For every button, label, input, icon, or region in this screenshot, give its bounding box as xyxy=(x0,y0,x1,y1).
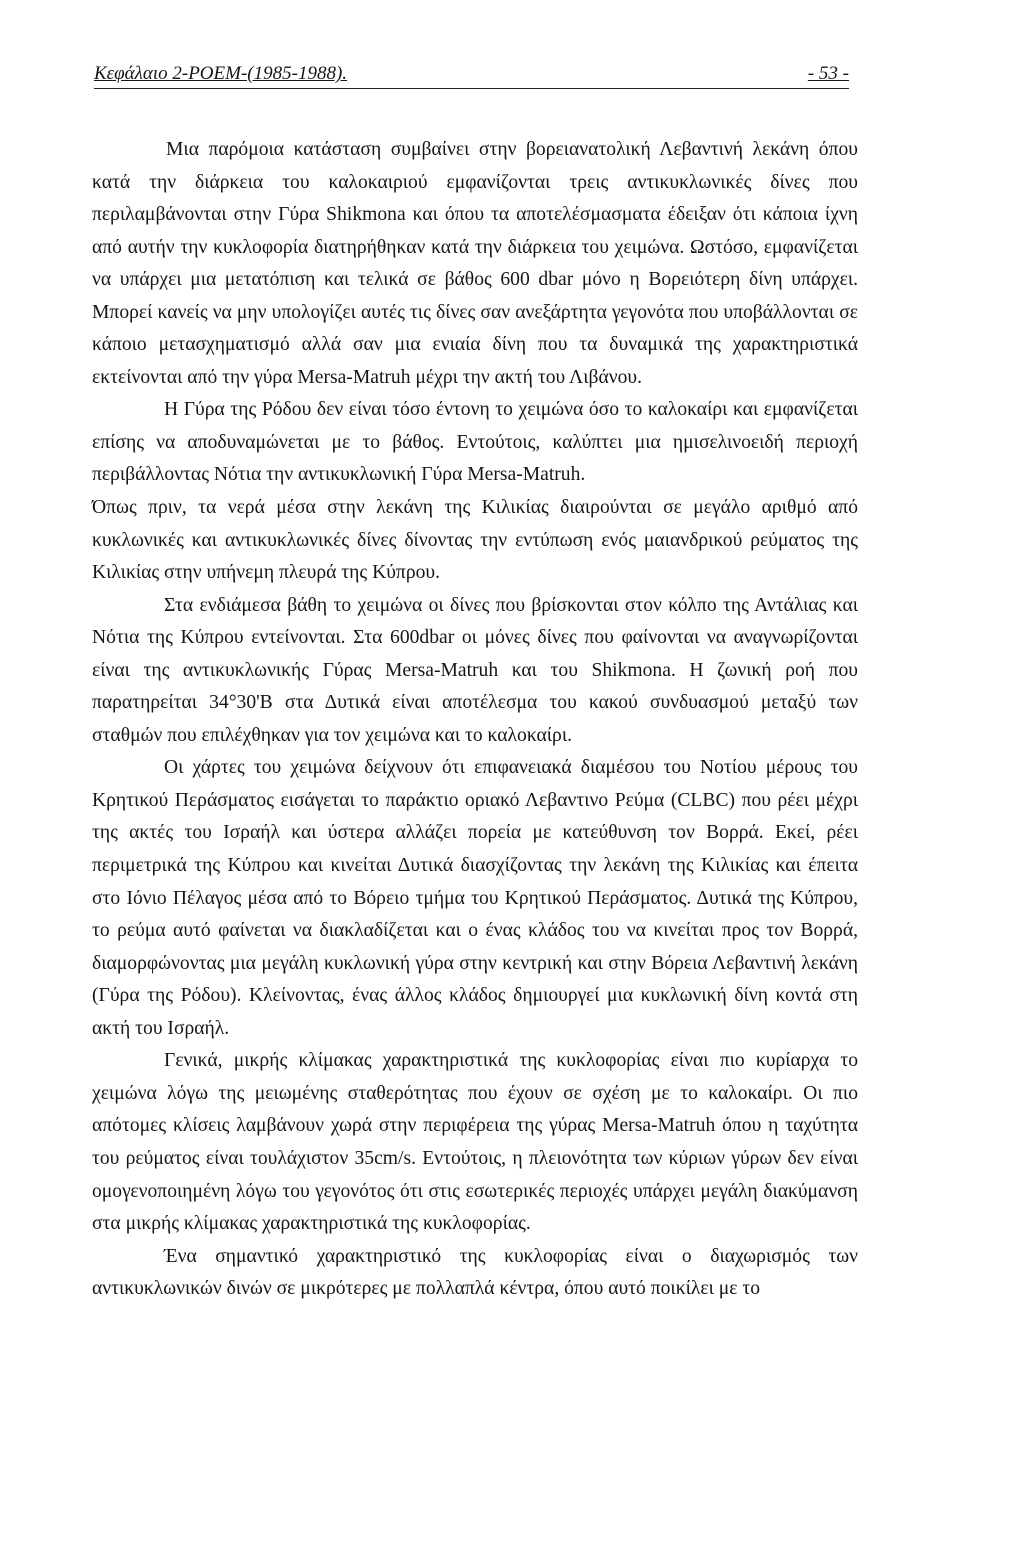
page-number: - 53 - xyxy=(807,63,849,84)
paragraph: Στα ενδιάμεσα βάθη το χειμώνα οι δίνες που βρίσκονται στον κόλπο της Αντάλιας και Νότια της Κύπρου εντείνονται. Στα 600dbar οι μόνες δίνες που φαίνονται να αναγνωρίζονται είναι της αντικυκλωνικής Γύρας Mersa-Matruh και του Shikmona. Η ζωνική ροή που παρατηρείται 34°30'Β στα Δυτικά είναι αποτέλεσμα του κακού συνδυασμού μεταξύ των σταθμών που επιλέχθηκαν για τον χειμώνα και το καλοκαίρι. xyxy=(92,594,858,746)
chapter-title: Κεφάλαιο 2-POEM-(1985-1988). xyxy=(94,63,348,84)
paragraph: Η Γύρα της Ρόδου δεν είναι τόσο έντονη το χειμώνα όσο το καλοκαίρι και εμφανίζεται επίσης να αποδυναμώνεται με το βάθος. Εντούτοις, καλύπτει μια ημισελινοειδή περιοχή περιβάλλοντας Νότια την αντικυκλωνική Γύρα Mersa-Matruh. xyxy=(92,399,858,486)
paragraph: Όπως πριν, τα νερά μέσα στην λεκάνη της Κιλικίας διαιρούνται σε μεγάλο αριθμό από κυκλωνικές και αντικυκλωνικές δίνες δίνοντας την εντύπωση ενός μαιανδρικού ρεύματος της Κιλικίας στην υπήνεμη πλευρά της Κύπρου. xyxy=(92,497,858,584)
paragraph: Μια παρόμοια κατάσταση συμβαίνει στην βορειανατολική Λεβαντινή λεκάνη όπου κατά την διάρκεια του καλοκαιριού εμφανίζονται τρεις αντικυκλωνικές δίνες που περιλαμβάνονται στην Γύρα Shikmona και όπου τα αποτελέσμασματα έδειξαν ότι κάποια ίχνη από αυτήν την κυκλοφορία διατηρήθηκαν κατά την διάρκεια του χειμώνα. Ωστόσο, εμφανίζεται να υπάρχει μια μετατόπιση και τελικά σε βάθος 600 dbar μόνο η Βορειότερη δίνη υπάρχει. Μπορεί κανείς να μην υπολογίζει αυτές τις δίνες σαν ανεξάρτητα γεγονότα που υποβάλλονται σε κάποιο μετασχηματισμό αλλά σαν μια ενιαία δίνη που τα δυναμικά της χαρακτηριστικά εκτείνονται από την γύρα Mersa-Matruh μέχρι την ακτή του Λιβάνου. xyxy=(92,139,858,388)
body-text xyxy=(92,134,858,1306)
paragraph: Οι χάρτες του χειμώνα δείχνουν ότι επιφανειακά διαμέσου του Νοτίου μέρους του Κρητικού Περάσματος εισάγεται το παράκτιο οριακό Λεβαντινο Ρεύμα (CLBC) που ρέει μέχρι της ακτές του Ισραήλ και ύστερα αλλάζει πορεία με κατεύθυνση τον Βορρά. Εκεί, ρέει περιμετρικά της Κύπρου και κινείται Δυτικά διασχίζοντας την λεκάνη της Κιλικίας και έπειτα στο Ιόνιο Πέλαγος μέσα από το Βόρειο τμήμα του Κρητικού Περάσματος. Δυτικά της Κύπρου, το ρεύμα αυτό φαίνεται να διακλαδίζεται και ο ένας κλάδος του να κινείται προς τον Βορρά, διαμορφώνοντας μια μεγάλη κυκλωνική γύρα στην κεντρική και στην Βόρεια Λεβαντινή λεκάνη (Γύρα της Ρόδου). Κλείνοντας, ένας άλλος κλάδος δημιουργεί μια κυκλωνική δίνη κοντά στη ακτή του Ισραήλ. xyxy=(92,757,858,1039)
paragraph: Γενικά, μικρής κλίμακας χαρακτηριστικά της κυκλοφορίας είναι πιο κυρίαρχα το χειμώνα λόγω της μειωμένης σταθερότητας που έχουν σε σχέση με το καλοκαίρι. Οι πιο απότομες κλίσεις λαμβάνουν χωρά στην περιφέρεια της γύρας Mersa-Matruh όπου η ταχύτητα του ρεύματος είναι τουλάχιστον 35cm/s. Εντούτοις, η πλειονότητα των κύριων γύρων δεν είναι ομογενοποιημένη λόγω του γεγονότος ότι στις εσωτερικές περιοχές υπάρχει μεγάλη διακύμανση στα μικρής κλίμακας χαρακτηριστικά της κυκλοφορίας. xyxy=(92,1050,858,1235)
page-header xyxy=(94,62,849,89)
paragraph: Ένα σημαντικό χαρακτηριστικό της κυκλοφορίας είναι ο διαχωρισμός των αντικυκλωνικών δινών σε μικρότερες με πολλαπλά κέντρα, όπου αυτό ποικίλει με το xyxy=(92,1245,858,1300)
